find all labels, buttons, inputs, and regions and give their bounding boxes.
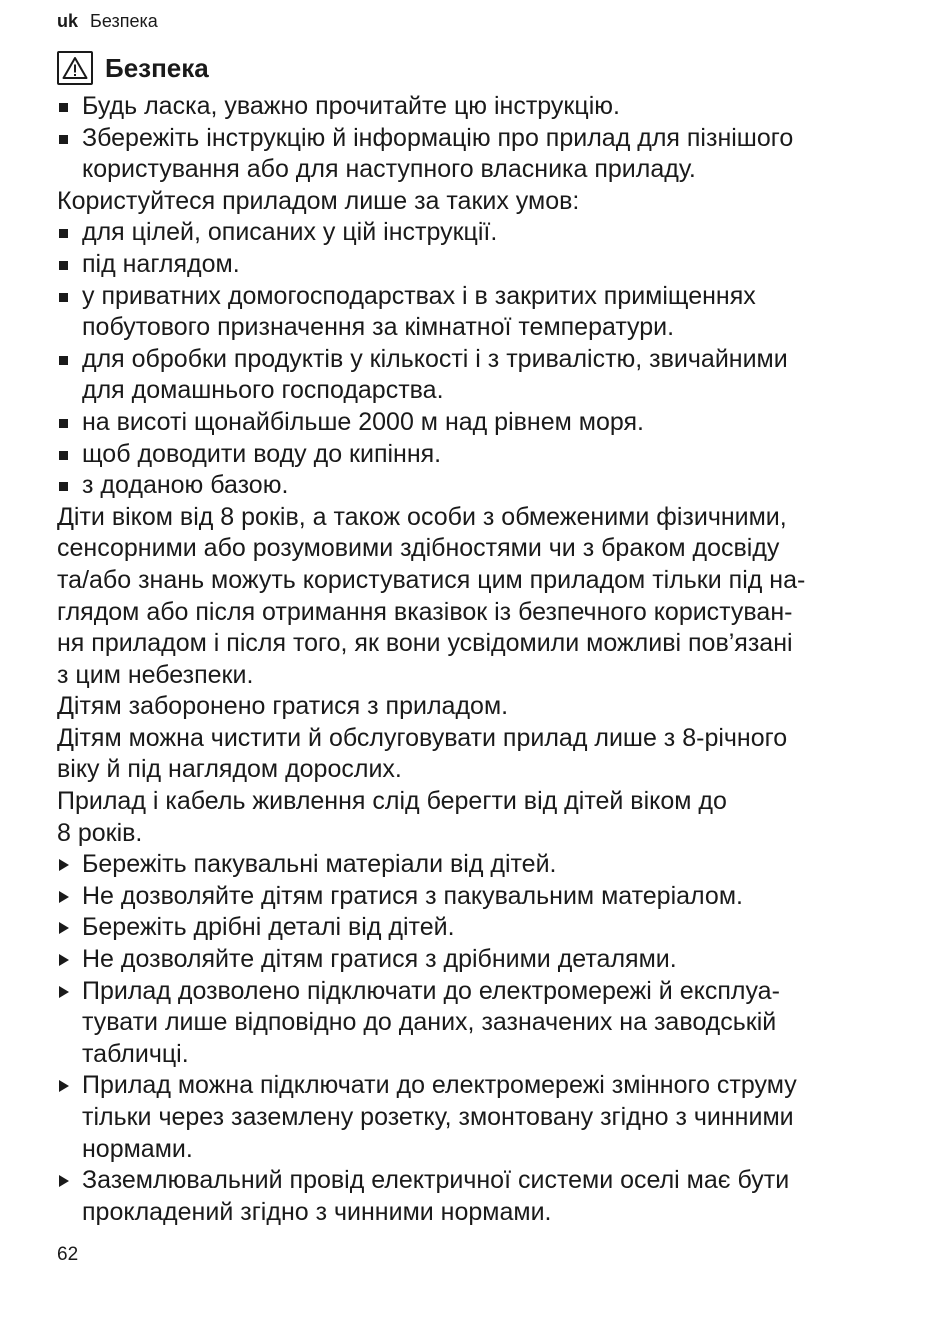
bullet-item	[57, 123, 897, 186]
text-line: Прилад дозволено підключати до електромережі й експлуа-	[82, 976, 780, 1005]
text-line: табличці.	[82, 1039, 189, 1068]
paragraph	[57, 186, 897, 218]
text-line: та/або знань можуть користуватися цим приладом тільки під на-	[57, 565, 806, 594]
text-line: Користуйтеся приладом лише за таких умов:	[57, 186, 580, 215]
action-item	[57, 944, 897, 976]
square-bullet-icon	[59, 293, 68, 302]
bullet-item	[57, 217, 897, 249]
text-line: тувати лише відповідно до даних, зазначених на заводській	[82, 1008, 777, 1037]
paragraph	[57, 723, 897, 786]
text-line: віку й під наглядом дорослих.	[57, 755, 402, 784]
section-title-row	[57, 48, 209, 88]
text-line: Дітям заборонено гратися з приладом.	[57, 692, 509, 721]
triangle-arrow-icon	[59, 859, 69, 871]
text-line: Дітям можна чистити й обслуговувати прилад лише з 8-річного	[57, 723, 788, 752]
text-line: Діти віком від 8 років, а також особи з обмеженими фізичними,	[57, 502, 787, 531]
text-line: Бережіть дрібні деталі від дітей.	[82, 913, 455, 942]
text-line: Не дозволяйте дітям гратися з дрібними деталями.	[82, 945, 677, 974]
text-line: під наглядом.	[82, 249, 240, 278]
text-line: ня приладом і після того, як вони усвідомили можливі пов’язані	[57, 629, 793, 658]
bullet-item	[57, 407, 897, 439]
warning-triangle-icon	[57, 51, 93, 85]
action-item	[57, 1165, 897, 1228]
triangle-arrow-icon	[59, 954, 69, 966]
square-bullet-icon	[59, 135, 68, 144]
text-line: побутового призначення за кімнатної температури.	[82, 313, 675, 342]
square-bullet-icon	[59, 419, 68, 428]
text-line: Не дозволяйте дітям гратися з пакувальним матеріалом.	[82, 881, 743, 910]
text-line: для цілей, описаних у цій інструкції.	[82, 218, 498, 247]
triangle-arrow-icon	[59, 986, 69, 998]
square-bullet-icon	[59, 482, 68, 491]
bullet-item	[57, 91, 897, 123]
text-line: тільки через заземлену розетку, змонтовану згідно з чинними	[82, 1103, 794, 1131]
bullet-item	[57, 439, 897, 471]
header-section: Безпека	[90, 11, 158, 31]
square-bullet-icon	[59, 261, 68, 270]
action-item	[57, 1070, 897, 1165]
page-number: 62	[57, 1244, 79, 1265]
text-line: на висоті щонайбільше 2000 м над рівнем моря.	[82, 407, 644, 436]
square-bullet-icon	[59, 356, 68, 365]
text-line: Прилад і кабель живлення слід берегти від дітей віком до	[57, 787, 727, 816]
text-line: прокладений згідно з чинними нормами.	[82, 1197, 552, 1226]
text-line: Заземлювальний провід електричної системи оселі має бути	[82, 1166, 790, 1195]
triangle-arrow-icon	[59, 1175, 69, 1187]
text-line: Збережіть інструкцію й інформацію про прилад для пізнішого	[82, 123, 794, 152]
text-line: нормами.	[82, 1134, 193, 1163]
action-item	[57, 849, 897, 881]
text-line: Будь ласка, уважно прочитайте цю інструкцію.	[82, 92, 620, 120]
running-header	[57, 10, 158, 32]
text-line: Прилад можна підключати до електромережі змінного струму	[82, 1071, 797, 1100]
triangle-arrow-icon	[59, 891, 69, 903]
section-title: Безпека	[105, 53, 209, 83]
action-item	[57, 976, 897, 1071]
triangle-arrow-icon	[59, 922, 69, 934]
bullet-item	[57, 249, 897, 281]
paragraph	[57, 691, 897, 723]
text-line: 8 років.	[57, 818, 143, 847]
square-bullet-icon	[59, 451, 68, 460]
paragraph	[57, 502, 897, 692]
text-line: Бережіть пакувальні матеріали від дітей.	[82, 850, 557, 879]
paragraph	[57, 786, 897, 849]
text-line: щоб доводити воду до кипіння.	[82, 439, 442, 468]
text-line: користування або для наступного власника приладу.	[82, 155, 696, 184]
bullet-item	[57, 344, 897, 407]
bullet-item	[57, 281, 897, 344]
action-item	[57, 912, 897, 944]
text-line: у приватних домогосподарствах і в закритих приміщеннях	[82, 281, 756, 310]
text-line: для обробки продуктів у кількості і з тривалістю, звичайними	[82, 344, 788, 373]
text-line: з доданою базою.	[82, 471, 289, 500]
bullet-item	[57, 470, 897, 502]
square-bullet-icon	[59, 229, 68, 238]
text-line: з цим небезпеки.	[57, 660, 254, 689]
text-line: сенсорними або розумовими здібностями чи з браком досвіду	[57, 534, 780, 563]
safety-content	[57, 91, 897, 1228]
language-code: uk	[57, 11, 79, 31]
text-line: глядом або після отримання вказівок із безпечного користуван-	[57, 597, 793, 626]
action-item	[57, 881, 897, 913]
square-bullet-icon	[59, 103, 68, 112]
triangle-arrow-icon	[59, 1080, 69, 1092]
text-line: для домашнього господарства.	[82, 376, 444, 405]
